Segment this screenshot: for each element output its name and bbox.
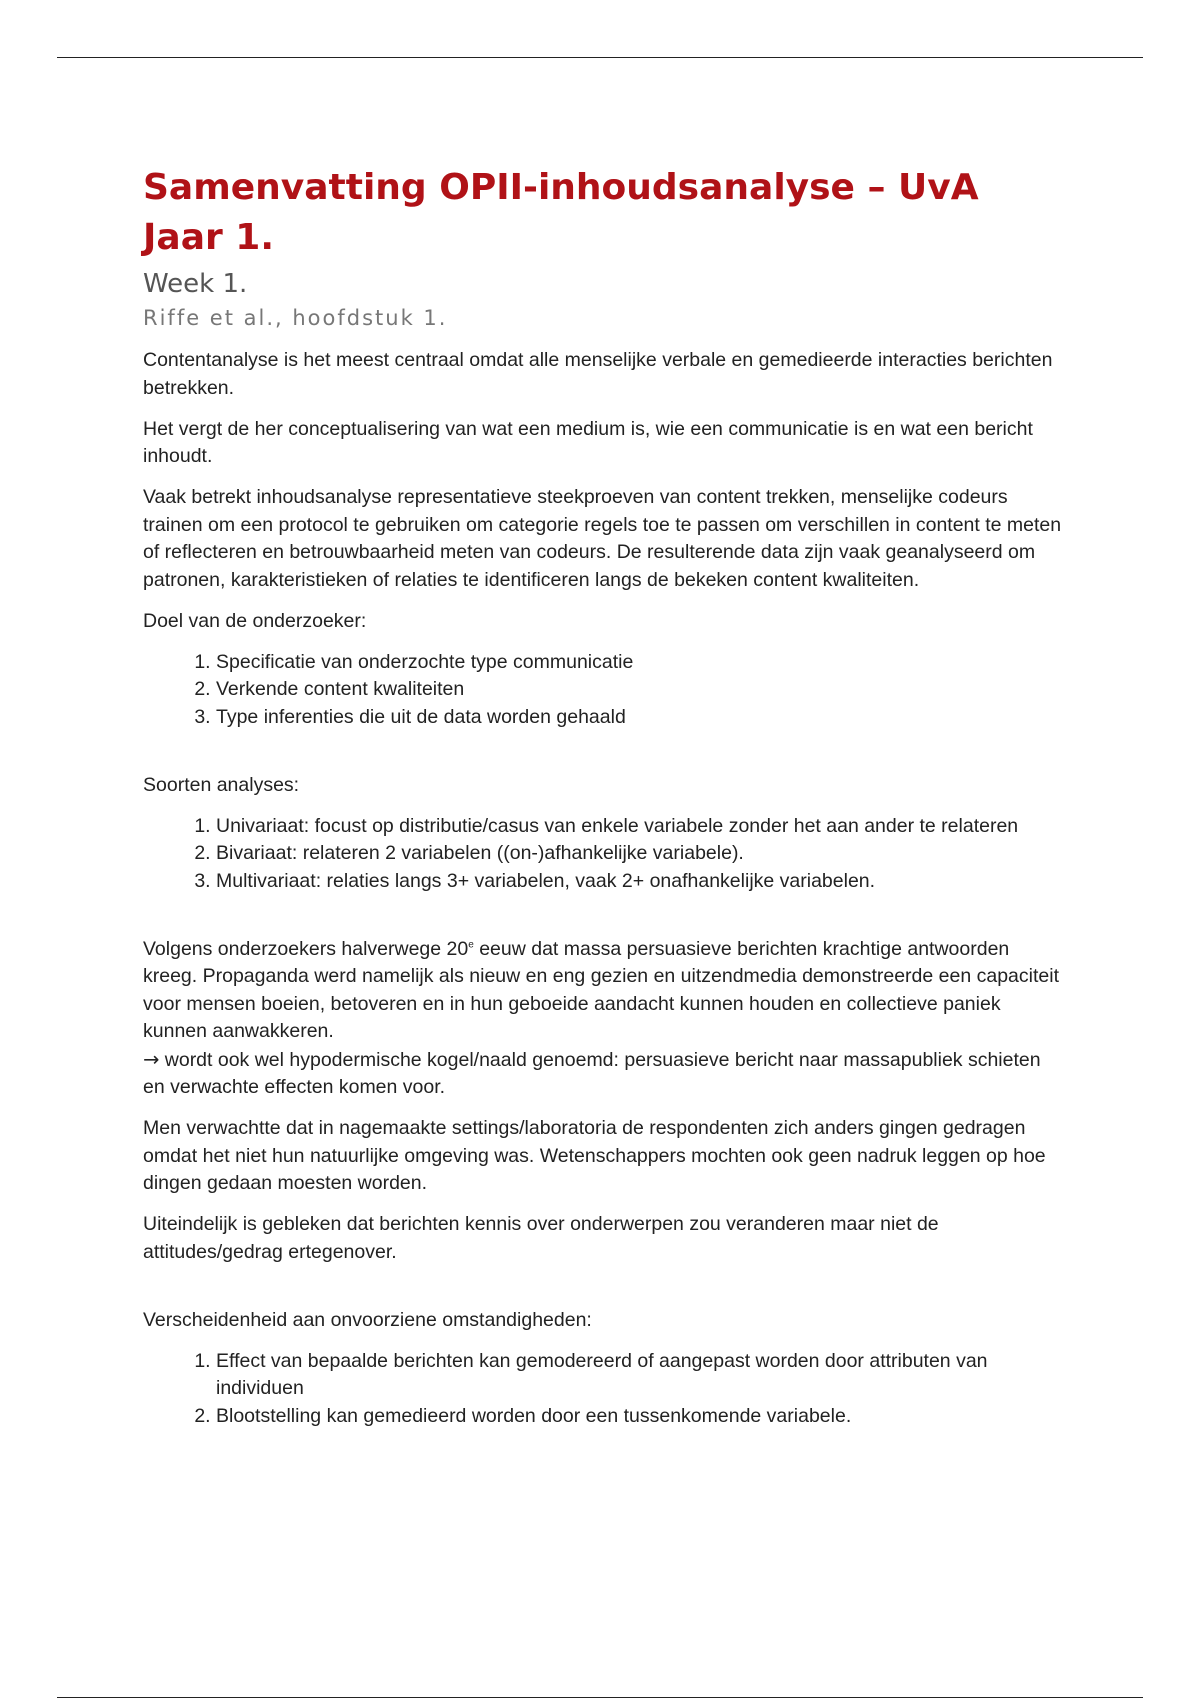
- header-rule: [57, 57, 1143, 58]
- footer-rule: [57, 1697, 1143, 1698]
- paragraph-3: Vaak betrekt inhoudsanalyse representatieve steekproeven van content trekken, menselijke codeurs trainen om een protocol te gebruiken om categorie regels toe te passen om verschillen in content te meten of reflecteren en betrouwbaarheid meten van codeurs. De resulterende data zijn vaak geanalyseerd om patronen, karakteristieken of relaties te identificeren langs de bekeken content kwaliteiten.: [143, 486, 1062, 591]
- spacer: [143, 1280, 1063, 1307]
- paragraph-4-start: Volgens onderzoekers halverwege 20: [143, 937, 469, 960]
- paragraph-4-rest: eeuw dat massa persuasieve berichten krachtige antwoorden kreeg. Propaganda werd namelijk als nieuw en eng gezien en uitzendmedia demonstreerde een capaciteit voor mensen boeien, betoveren en in hun geboeide aandacht kunnen houden en collectieve paniek kunnen aanwakkeren.: [143, 937, 1059, 1042]
- spacer: [143, 745, 1063, 772]
- document-title: Samenvatting OPII-inhoudsanalyse – UvA Jaar 1.: [143, 167, 979, 258]
- list-item: 2. Blootstelling kan gemedieerd worden door een tussenkomende variabele.: [216, 1403, 1063, 1431]
- list-item: 2. Verkende content kwaliteiten: [216, 676, 1063, 704]
- analyses-heading: Soorten analyses:: [143, 773, 300, 796]
- list-item: 1. Specificatie van onderzochte type communicatie: [216, 649, 1063, 677]
- paragraph-6: Uiteindelijk is gebleken dat berichten kennis over onderwerpen zou veranderen maar niet de attitudes/gedrag ertegenover.: [143, 1213, 939, 1263]
- list-item: 2. Bivariaat: relateren 2 variabelen ((on-)afhankelijke variabele).: [216, 840, 1063, 868]
- list-item: 1. Univariaat: focust op distributie/casus van enkele variabele zonder het aan ander te relateren: [216, 813, 1063, 841]
- paragraph-4-arrow-text: wordt ook wel hypodermische kogel/naald genoemd: persuasieve bericht naar massapubliek schieten en verwachte effecten komen voor.: [143, 1048, 1041, 1098]
- week-heading: Week 1.: [143, 269, 248, 299]
- paragraph-2: Het vergt de her conceptualisering van wat een medium is, wie een communicatie is en wat een bericht inhoudt.: [143, 417, 1033, 467]
- ordinal-superscript: e: [468, 939, 474, 950]
- list-item: 3. Type inferenties die uit de data worden gehaald: [216, 704, 1063, 732]
- goal-heading: Doel van de onderzoeker:: [143, 609, 367, 632]
- circumstances-heading: Verscheidenheid aan onvoorziene omstandigheden:: [143, 1308, 592, 1331]
- arrow-right-icon: →: [143, 1047, 160, 1071]
- analyses-list: [143, 813, 1063, 896]
- source-heading: Riffe et al., hoofdstuk 1.: [143, 306, 448, 330]
- paragraph-4: [143, 936, 1063, 1102]
- list-item: 3. Multivariaat: relaties langs 3+ variabelen, vaak 2+ onafhankelijke variabelen.: [216, 868, 1063, 896]
- circumstances-list: [143, 1348, 1063, 1431]
- spacer: [143, 909, 1063, 936]
- document-body: [143, 163, 1063, 1444]
- list-item: 1. Effect van bepaalde berichten kan gemodereerd of aangepast worden door attributen van individuen: [216, 1348, 1063, 1403]
- paragraph-5: Men verwachtte dat in nagemaakte settings/laboratoria de respondenten zich anders gingen gedragen omdat het niet hun natuurlijke omgeving was. Wetenschappers mochten ook geen nadruk leggen op hoe dingen gedaan moesten worden.: [143, 1117, 1046, 1194]
- paragraph-1: Contentanalyse is het meest centraal omdat alle menselijke verbale en gemedieerde interacties berichten betrekken.: [143, 349, 1053, 399]
- goal-list: [143, 649, 1063, 732]
